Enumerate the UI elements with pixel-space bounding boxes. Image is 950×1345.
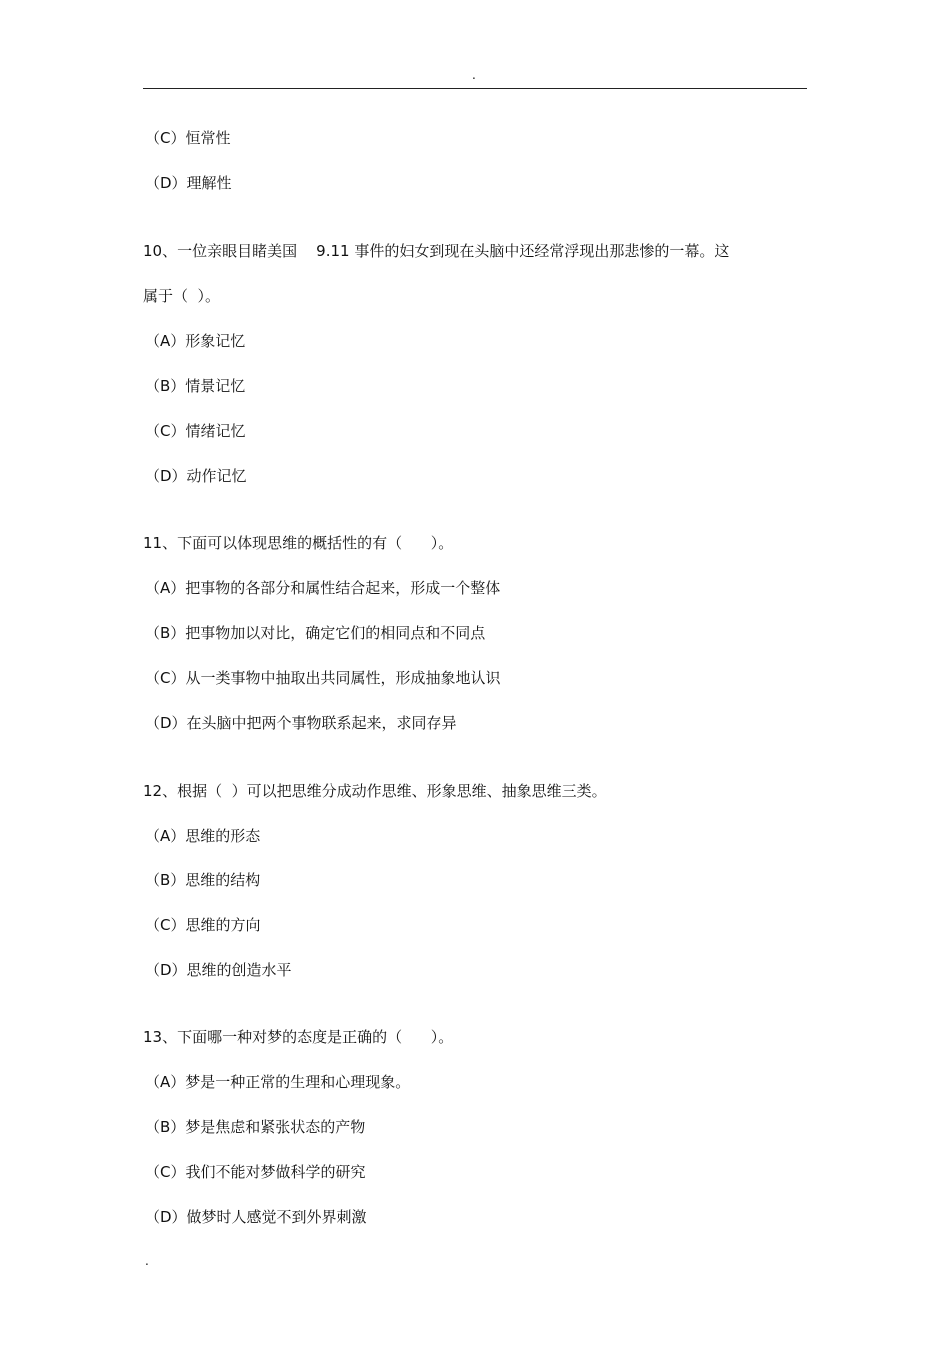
answer-option: （C）思维的方向 <box>145 916 261 934</box>
question-text: 属于（ ）。 <box>143 287 221 305</box>
answer-option: （C）我们不能对梦做科学的研究 <box>145 1163 366 1181</box>
header-rule <box>143 88 807 89</box>
answer-option: （A）梦是一种正常的生理和心理现象。 <box>145 1073 411 1091</box>
footer-mark: . <box>145 1254 149 1268</box>
header-mark: . <box>472 68 476 82</box>
question-text: 12、根据（ ）可以把思维分成动作思维、形象思维、抽象思维三类。 <box>143 782 607 800</box>
answer-option: （D）思维的创造水平 <box>145 961 292 979</box>
answer-option: （D）在头脑中把两个事物联系起来，求同存异 <box>145 714 457 732</box>
answer-option: （A）把事物的各部分和属性结合起来，形成一个整体 <box>145 579 501 597</box>
question-text: 10、一位亲眼目睹美国 9.11 事件的妇女到现在头脑中还经常浮现出那悲惨的一幕。这 <box>143 242 730 260</box>
answer-option: （B）思维的结构 <box>145 871 261 889</box>
answer-option: （D）动作记忆 <box>145 467 247 485</box>
answer-option: （D）做梦时人感觉不到外界刺激 <box>145 1208 367 1226</box>
answer-option: （B）情景记忆 <box>145 377 246 395</box>
answer-option: （B）梦是焦虑和紧张状态的产物 <box>145 1118 366 1136</box>
answer-option: （A）思维的形态 <box>145 827 261 845</box>
answer-option: （D）理解性 <box>145 174 232 192</box>
question-text: 13、下面哪一种对梦的态度是正确的（ ）。 <box>143 1028 454 1046</box>
answer-option: （C）恒常性 <box>145 129 231 147</box>
answer-option: （C）从一类事物中抽取出共同属性，形成抽象地认识 <box>145 669 501 687</box>
answer-option: （B）把事物加以对比，确定它们的相同点和不同点 <box>145 624 486 642</box>
answer-option: （C）情绪记忆 <box>145 422 246 440</box>
question-text: 11、下面可以体现思维的概括性的有（ ）。 <box>143 534 454 552</box>
answer-option: （A）形象记忆 <box>145 332 246 350</box>
